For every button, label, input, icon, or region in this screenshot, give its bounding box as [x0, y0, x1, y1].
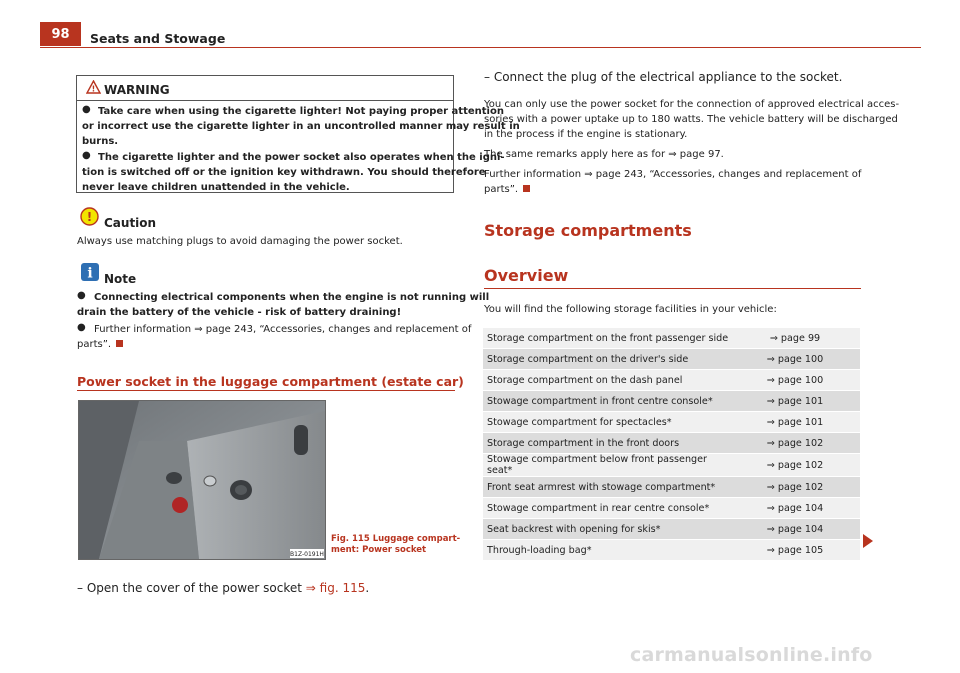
warning-item-2-line-3: never leave children unattended in the vehicle.: [82, 182, 350, 193]
note-title: Note: [104, 272, 137, 286]
table-row: [483, 391, 860, 412]
caution-text: Always use matching plugs to avoid damaging the power socket.: [77, 236, 403, 247]
storage-item: Stowage compartment for spectacles*: [483, 412, 730, 433]
storage-item: Front seat armrest with stowage compartment*: [483, 477, 730, 498]
storage-heading: Storage compartments: [484, 221, 692, 240]
step-connect-plug: – Connect the plug of the electrical appliance to the socket.: [484, 70, 843, 84]
overview-heading: Overview: [484, 266, 569, 285]
power-limit-line-3: in the process if the engine is stationary.: [484, 129, 688, 140]
page-reference-link[interactable]: ⇒ page 99: [730, 328, 860, 349]
storage-table: [483, 328, 860, 561]
note-item-1-line-1: Connecting electrical components when the engine is not running will: [94, 292, 490, 303]
svg-text:!: !: [86, 210, 93, 224]
storage-item: Through-loading bag*: [483, 540, 730, 561]
table-row: [483, 412, 860, 433]
bullet-icon: ●: [77, 322, 86, 333]
warning-item-2-line-2: tion is switched off or the ignition key withdrawn. You should therefore: [82, 167, 486, 178]
note-item-2-line-1: Further information ⇒ page 243, “Accessories, changes and replacement of: [94, 324, 472, 335]
warning-triangle-icon: [86, 80, 101, 94]
page-reference-link[interactable]: ⇒ page 100: [730, 349, 860, 370]
warning-item-1-line-2: or incorrect use the cigarette lighter in an uncontrolled manner may result in: [82, 121, 520, 132]
further-info-line-1: Further information ⇒ page 243, “Accessories, changes and replacement of: [484, 169, 862, 180]
storage-item: Stowage compartment below front passenger seat*: [483, 454, 730, 477]
table-row: [483, 498, 860, 519]
note-item-2-line-2: parts”.: [77, 337, 123, 352]
page-reference-link[interactable]: ⇒ page 105: [730, 540, 860, 561]
table-row: [483, 540, 860, 561]
table-row: [483, 328, 860, 349]
bullet-icon: ●: [77, 290, 86, 301]
svg-text:i: i: [87, 265, 93, 282]
page-reference-link[interactable]: ⇒ page 100: [730, 370, 860, 391]
storage-item: Storage compartment on the front passenger side: [483, 328, 730, 349]
storage-item: Stowage compartment in front centre console*: [483, 391, 730, 412]
bullet-icon: ●: [82, 104, 91, 115]
page-reference-link[interactable]: ⇒ page 102: [730, 477, 860, 498]
bullet-icon: ●: [82, 150, 91, 161]
table-row: [483, 477, 860, 498]
storage-item: Storage compartment on the driver's side: [483, 349, 730, 370]
page-number-badge: 98: [40, 22, 81, 46]
running-title: Seats and Stowage: [90, 31, 226, 46]
table-row: [483, 370, 860, 391]
overview-rule: [484, 288, 861, 289]
page-reference-link[interactable]: ⇒ page 101: [730, 412, 860, 433]
note-info-icon: [80, 262, 100, 282]
note-item-1-line-2: drain the battery of the vehicle - risk of battery draining!: [77, 307, 402, 318]
page-reference-link[interactable]: ⇒ page 104: [730, 519, 860, 540]
same-remarks-text: The same remarks apply here as for ⇒ page 97.: [484, 149, 724, 160]
svg-text:!: !: [91, 84, 96, 94]
storage-item: Seat backrest with opening for skis*: [483, 519, 730, 540]
warning-item-1-line-3: burns.: [82, 136, 119, 147]
warning-rule: [76, 100, 454, 101]
page-reference-link[interactable]: ⇒ page 104: [730, 498, 860, 519]
caution-title: Caution: [104, 216, 157, 230]
figure-caption: Fig. 115 Luggage compart- ment: Power socket: [331, 534, 461, 555]
warning-title: WARNING: [104, 83, 170, 97]
storage-item: Stowage compartment in rear centre console*: [483, 498, 730, 519]
power-limit-line-2: sories with a power uptake up to 180 watts. The vehicle battery will be discharged: [484, 114, 898, 125]
page-reference-link[interactable]: ⇒ page 101: [730, 391, 860, 412]
warning-item-1-line-1: Take care when using the cigarette lighter! Not paying proper attention: [98, 106, 504, 117]
table-row: [483, 433, 860, 454]
storage-intro: You will find the following storage facilities in your vehicle:: [484, 304, 777, 315]
table-row: [483, 519, 860, 540]
section-heading-power-socket: Power socket in the luggage compartment (estate car): [77, 374, 464, 389]
table-row: [483, 454, 860, 477]
luggage-socket-illustration: [79, 401, 325, 559]
next-page-arrow-icon[interactable]: [863, 534, 873, 548]
end-marker-icon: [116, 340, 123, 347]
step-open-cover: – Open the cover of the power socket ⇒ fig. 115.: [77, 581, 370, 595]
power-limit-line-1: You can only use the power socket for the connection of approved electrical acces-: [484, 99, 900, 110]
photo-code: B1Z-0191H: [290, 551, 324, 558]
watermark: carmanualsonline.info: [630, 644, 873, 666]
page-reference-link[interactable]: ⇒ page 102: [730, 433, 860, 454]
end-marker-icon: [523, 185, 530, 192]
section-rule: [77, 390, 455, 391]
header-rule: [40, 47, 921, 48]
warning-item-2-line-1: The cigarette lighter and the power socket also operates when the igni-: [98, 152, 505, 163]
figure-link[interactable]: ⇒ fig. 115: [305, 581, 366, 595]
figure-115-photo: [78, 400, 326, 560]
storage-item: Storage compartment on the dash panel: [483, 370, 730, 391]
page-reference-link[interactable]: ⇒ page 102: [730, 454, 860, 477]
table-row: [483, 349, 860, 370]
storage-item: Storage compartment in the front doors: [483, 433, 730, 454]
caution-icon: [80, 207, 99, 226]
further-info-line-2: parts”.: [484, 182, 530, 197]
